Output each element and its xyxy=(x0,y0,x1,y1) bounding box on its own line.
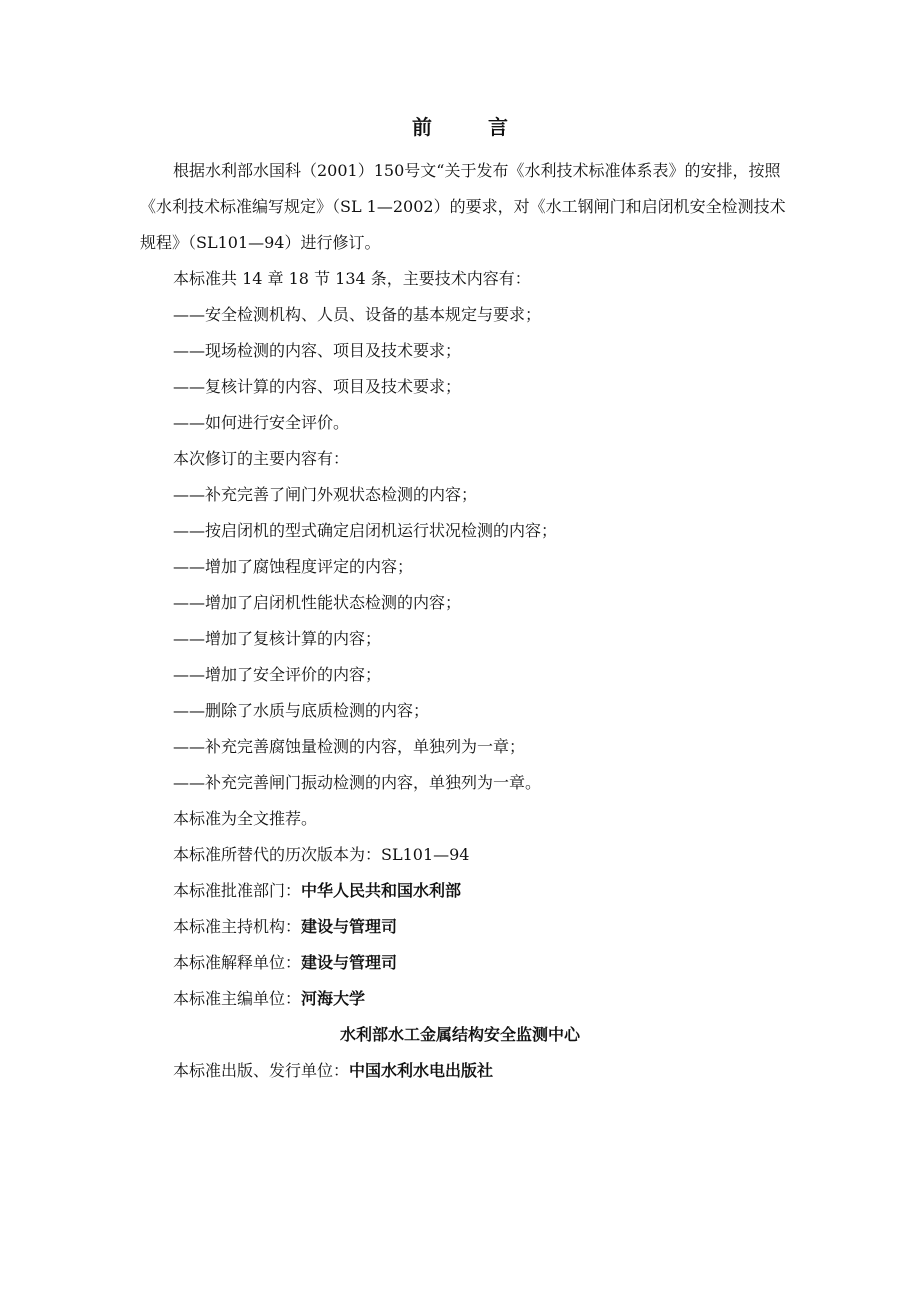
page-title: 前 言 xyxy=(412,115,526,139)
intro-paragraph-block xyxy=(140,153,790,261)
editor-label: 本标准主编单位： xyxy=(173,989,302,1008)
revision-item: ——补充完善了闸门外观状态检测的内容； xyxy=(173,485,478,504)
host-line xyxy=(140,909,790,945)
revision-item: ——删除了水质与底质检测的内容； xyxy=(173,701,430,720)
editor-value-2: 水利部水工金属结构安全监测中心 xyxy=(339,1025,580,1044)
replaced-version-line: 本标准所替代的历次版本为：SL101—94 xyxy=(173,845,470,864)
body-lines xyxy=(140,261,790,1089)
approval-line xyxy=(140,873,790,909)
revision-item: ——增加了复核计算的内容； xyxy=(173,629,382,648)
interpret-line xyxy=(140,945,790,981)
intro-paragraph: 根据水利部水国科（2001）150号文“关于发布《水利技术标准体系表》的安排，按照《水利技术标准编写规定》（SL 1—2002）的要求，对《水工钢闸门和启闭机安全检测技术规程》（SL101—94）进行修订。 xyxy=(140,161,786,252)
editor-value: 河海大学 xyxy=(301,989,366,1008)
content-item: ——如何进行安全评价。 xyxy=(173,413,350,432)
revision-item: ——增加了安全评价的内容； xyxy=(173,665,382,684)
revision-item: ——增加了腐蚀程度评定的内容； xyxy=(173,557,414,576)
recommend-line: 本标准为全文推荐。 xyxy=(173,809,318,828)
content-item: ——复核计算的内容、项目及技术要求； xyxy=(173,377,462,396)
revision-item: ——按启闭机的型式确定启闭机运行状况检测的内容； xyxy=(173,521,558,540)
revision-item: ——补充完善腐蚀量检测的内容，单独列为一章； xyxy=(173,737,526,756)
host-label: 本标准主持机构： xyxy=(173,917,302,936)
interpret-value: 建设与管理司 xyxy=(301,953,398,972)
interpret-label: 本标准解释单位： xyxy=(173,953,302,972)
approval-value: 中华人民共和国水利部 xyxy=(301,881,462,900)
summary-line: 本标准共 14 章 18 节 134 条，主要技术内容有： xyxy=(173,269,531,288)
editor-line xyxy=(140,981,790,1017)
revision-item: ——补充完善闸门振动检测的内容，单独列为一章。 xyxy=(173,773,542,792)
approval-label: 本标准批准部门： xyxy=(173,881,302,900)
editor-line-2 xyxy=(140,1017,780,1053)
revision-item: ——增加了启闭机性能状态检测的内容； xyxy=(173,593,462,612)
publisher-line xyxy=(140,1053,790,1089)
host-value: 建设与管理司 xyxy=(301,917,398,936)
revision-intro-line: 本次修订的主要内容有： xyxy=(173,449,350,468)
content-item: ——安全检测机构、人员、设备的基本规定与要求； xyxy=(173,305,542,324)
publisher-value: 中国水利水电出版社 xyxy=(349,1061,494,1080)
publisher-label: 本标准出版、发行单位： xyxy=(173,1061,350,1080)
content-item: ——现场检测的内容、项目及技术要求； xyxy=(173,341,462,360)
